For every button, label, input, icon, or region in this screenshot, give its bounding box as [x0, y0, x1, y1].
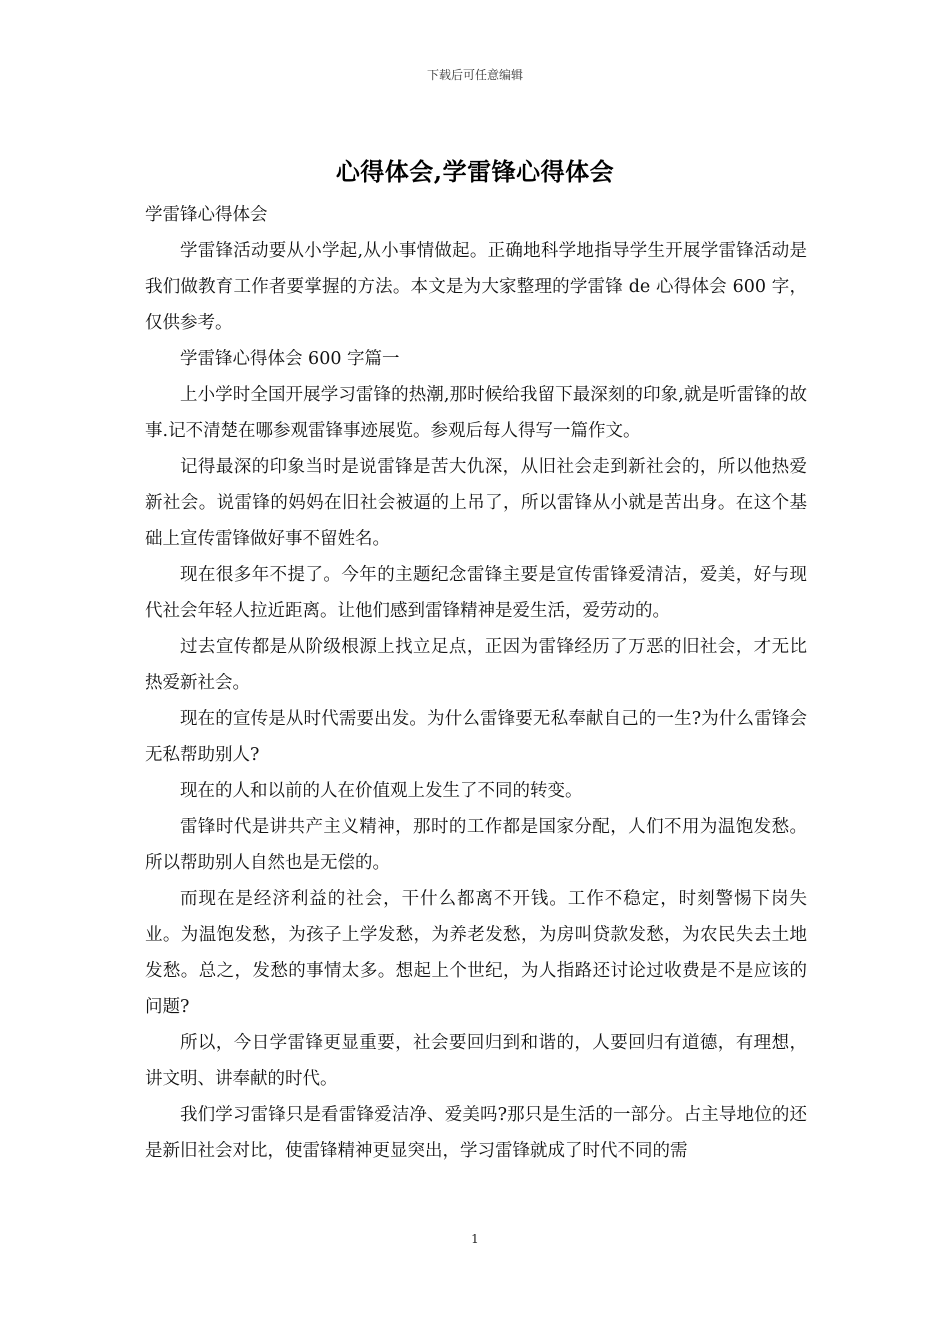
paragraph: 学雷锋活动要从小学起,从小事情做起。正确地科学地指导学生开展学雷锋活动是我们做教育工作者要掌握的方法。本文是为大家整理的学雷锋 de 心得体会 600 字，仅供参考。 — [145, 241, 807, 333]
paragraph: 现在很多年不提了。今年的主题纪念雷锋主要是宣传雷锋爱清洁，爱美，好与现代社会年轻人拉近距离。让他们感到雷锋精神是爱生活，爱劳动的。 — [145, 565, 807, 621]
header-note: 下载后可任意编辑 — [426, 68, 523, 82]
document-title: 心得体会,学雷锋心得体会 — [335, 157, 615, 186]
paragraph: 上小学时全国开展学习雷锋的热潮,那时候给我留下最深刻的印象,就是听雷锋的故事.记不清楚在哪参观雷锋事迹展览。参观后每人得写一篇作文。 — [145, 385, 807, 441]
paragraph: 现在的宣传是从时代需要出发。为什么雷锋要无私奉献自己的一生?为什么雷锋会无私帮助别人? — [145, 709, 807, 765]
paragraph: 记得最深的印象当时是说雷锋是苦大仇深，从旧社会走到新社会的，所以他热爱新社会。说雷锋的妈妈在旧社会被逼的上吊了，所以雷锋从小就是苦出身。在这个基础上宣传雷锋做好事不留姓名。 — [145, 457, 807, 549]
page-number: 1 — [471, 1232, 479, 1246]
paragraph: 我们学习雷锋只是看雷锋爱洁净、爱美吗?那只是生活的一部分。占主导地位的还是新旧社会对比，使雷锋精神更显突出，学习雷锋就成了时代不同的需 — [145, 1105, 807, 1161]
paragraph: 而现在是经济利益的社会，干什么都离不开钱。工作不稳定，时刻警惕下岗失业。为温饱发愁，为孩子上学发愁，为养老发愁，为房叫贷款发愁，为农民失去土地发愁。总之，发愁的事情太多。想起上个世纪，为人指路还讨论过收费是不是应该的问题? — [145, 889, 807, 1017]
section-subtitle: 学雷锋心得体会 — [145, 205, 268, 225]
document-body — [145, 197, 807, 1169]
paragraph: 过去宣传都是从阶级根源上找立足点，正因为雷锋经历了万恶的旧社会，才无比热爱新社会。 — [145, 637, 807, 693]
paragraph: 雷锋时代是讲共产主义精神，那时的工作都是国家分配，人们不用为温饱发愁。所以帮助别人自然也是无偿的。 — [145, 817, 807, 873]
paragraph: 现在的人和以前的人在价值观上发生了不同的转变。 — [180, 781, 583, 801]
section-heading: 学雷锋心得体会 600 字篇一 — [180, 349, 400, 369]
paragraph: 所以，今日学雷锋更显重要，社会要回归到和谐的，人要回归有道德，有理想，讲文明、讲奉献的时代。 — [145, 1033, 807, 1089]
